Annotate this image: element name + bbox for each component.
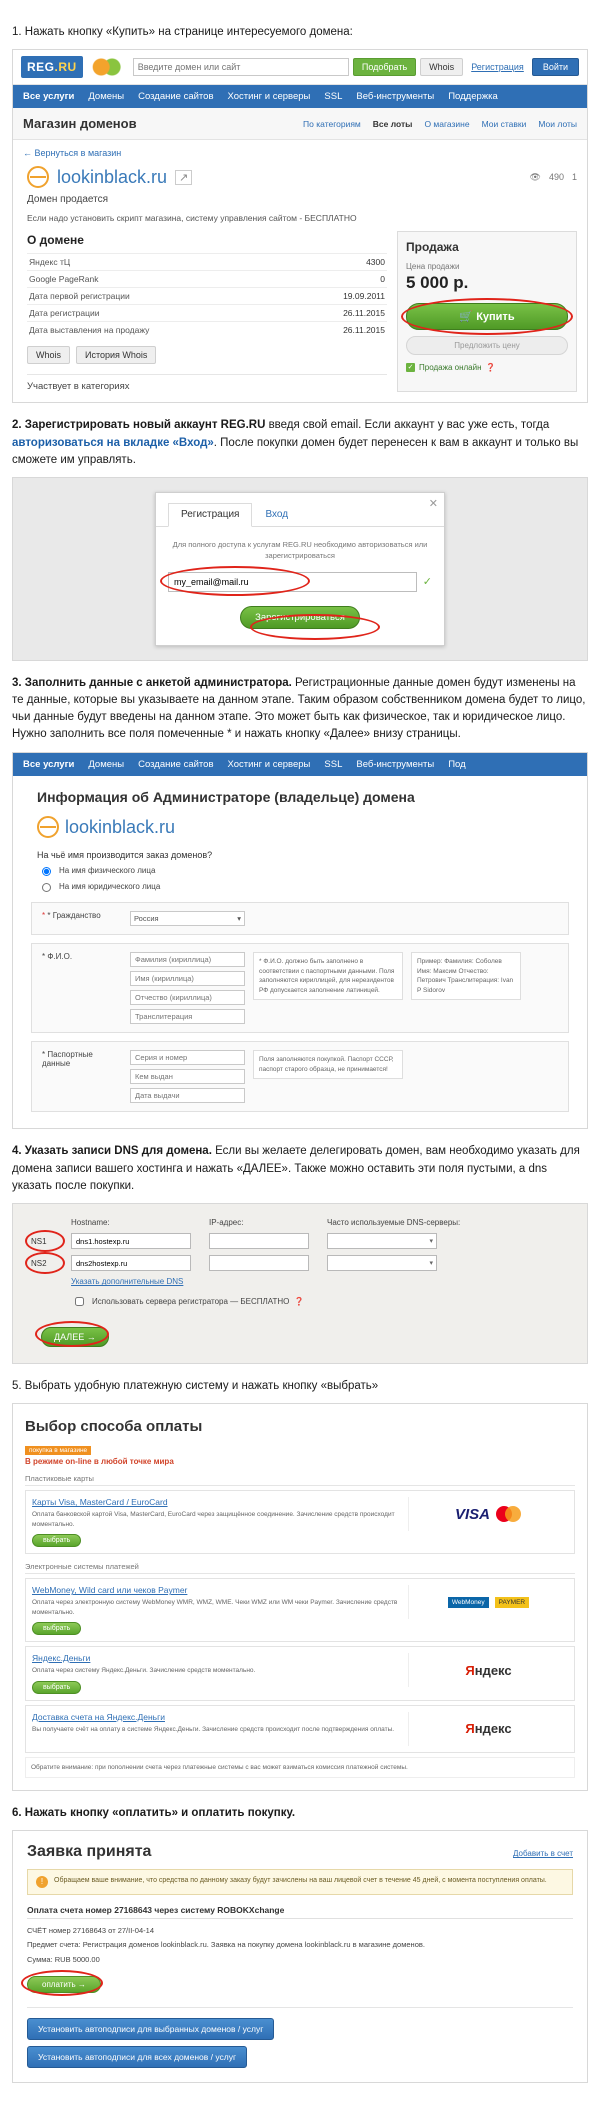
registrar-dns-label: Использовать сервера регистратора — БЕСПЛАТНО [92, 1297, 290, 1307]
step-5-text: 5. Выбрать удобную платежную систему и нажать кнопку «выбрать» [12, 1380, 379, 1393]
domain-stats [530, 172, 577, 183]
nav-item-sites[interactable]: Создание сайтов [138, 91, 214, 103]
fio-fieldset [31, 943, 569, 1033]
select-payment-button[interactable]: выбрать [32, 1681, 81, 1694]
translit-field[interactable] [130, 1009, 245, 1024]
step-4-text [12, 1143, 588, 1195]
prop-value: 19.09.2011 [290, 288, 387, 305]
dns-column-headers [23, 1218, 577, 1227]
payment-option-desc: Оплата через систему Яндекс.Деньги. Зачисление средств моментально. [32, 1667, 256, 1675]
price-value: 5 000 р. [406, 273, 469, 293]
buy-button-wrapper [406, 303, 568, 330]
submit-wrapper [168, 606, 432, 629]
online-sale-status [406, 363, 568, 372]
mastercard-icon [496, 1506, 522, 1522]
nav-item-ssl[interactable]: SSL [324, 91, 343, 103]
passport-row [42, 1050, 558, 1103]
step-1-text: 1. Нажать кнопку «Купить» на странице интересуемого домена: [12, 26, 353, 38]
payment-option-info [32, 1653, 398, 1693]
radio-legal[interactable] [13, 878, 587, 894]
citizenship-label: * * Гражданство [42, 911, 101, 921]
page-title: Магазин доменов [23, 116, 137, 132]
tab-my-lots[interactable]: Мои лоты [538, 118, 577, 129]
registration-modal-screenshot [12, 477, 588, 661]
citizenship-row [42, 911, 558, 926]
dns-row-1 [23, 1233, 577, 1249]
online-sale-label: Продажа онлайн [419, 363, 482, 373]
step-2-part-b: введя свой email. Если аккаунт у вас уже есть, тогда [265, 419, 550, 432]
select-payment-button[interactable]: выбрать [32, 1534, 81, 1547]
back-to-shop-link[interactable]: ← Вернуться в магазин [23, 148, 122, 159]
nav-item-domains[interactable]: Домены [88, 758, 125, 770]
about-title: О домене [27, 233, 84, 248]
payment-option-name[interactable]: Карты Visa, MasterCard / EuroCard [32, 1497, 168, 1508]
about-column [27, 231, 387, 392]
pay-button-wrapper [27, 1968, 101, 1997]
ns2-common-select[interactable] [327, 1255, 437, 1271]
shop-tabs [303, 119, 577, 129]
payment-option-yandex-invoice[interactable] [25, 1705, 575, 1753]
globe-icon [27, 166, 49, 188]
whois-button-2[interactable]: Whois [27, 346, 70, 364]
firstname-field[interactable] [130, 971, 245, 986]
pick-button[interactable]: Подобрать [353, 58, 416, 76]
payment-option-logos [408, 1497, 568, 1531]
registrar-dns-checkbox[interactable] [75, 1297, 84, 1306]
domain-sale-status: Домен продается [27, 194, 109, 206]
domain-body [13, 231, 587, 402]
citizenship-value: Россия [134, 914, 159, 924]
nav-item-tools[interactable]: Веб-инструменты [356, 758, 435, 770]
pay-button[interactable]: оплатить → [27, 1976, 101, 1993]
chevron-down-icon: ▾ [429, 1238, 433, 1246]
chevron-down-icon: ▾ [429, 1260, 433, 1268]
tab-about[interactable]: О магазине [424, 118, 470, 129]
next-button[interactable]: ДАЛЕЕ → [41, 1327, 109, 1347]
passport-series-field[interactable] [130, 1050, 245, 1065]
fio-inputs [130, 952, 245, 1024]
sale-panel-title: Продажа [406, 240, 459, 255]
yandex-icon: Яндекс [465, 1662, 512, 1678]
prop-key: Дата выставления на продажу [27, 322, 290, 339]
autopay-all-button[interactable]: Установить автоподписи для всех доменов / услуг [27, 2046, 247, 2068]
ns1-ip-input[interactable] [209, 1233, 309, 1249]
dns-col-ip: IP-адрес: [209, 1218, 244, 1228]
payment-screenshot [12, 1403, 588, 1791]
fio-label: * Ф.И.О. [42, 952, 73, 962]
step-2-text [12, 417, 588, 469]
dns-screenshot [12, 1203, 588, 1364]
help-icon[interactable]: ❓ [294, 1297, 305, 1307]
webmoney-icon: WebMoney [448, 1597, 489, 1608]
invoice-top [27, 1843, 573, 1861]
citizenship-fieldset [31, 902, 569, 935]
ns1-label: NS1 [31, 1236, 47, 1246]
payment-option-info [32, 1585, 398, 1635]
nav-item-sites[interactable]: Создание сайтов [138, 758, 214, 770]
radio-individual-input[interactable] [42, 867, 51, 876]
buy-button[interactable]: 🛒 Купить [406, 303, 568, 330]
table-row [27, 322, 387, 339]
help-icon[interactable]: ❓ [485, 363, 496, 373]
step-3-part-b: Регистрационные данные домен будут изменены на те данные, которые вы указываете на данном этапе. Таким образом собственником домена будет то лицо, чьи данные будут введены на данном этапе. Это может быть как физическое, так и юридическое лицо. Нужно заполнить все поля помеченные * и нажать кнопку «Далее» внизу страницы. [12, 676, 586, 741]
visa-icon: VISA [454, 1505, 490, 1523]
payment-option-card[interactable] [25, 1490, 575, 1554]
passport-label: * Паспортные данные [42, 1050, 93, 1069]
nav-item-domains[interactable]: Домены [88, 91, 125, 103]
nav-item-hosting[interactable]: Хостинг и серверы [227, 758, 311, 770]
invoice-title: Заявка принята [27, 1843, 152, 1861]
select-payment-button[interactable]: выбрать [32, 1622, 81, 1635]
form-domain [13, 806, 587, 842]
email-row [168, 572, 432, 592]
domain-name: lookinblack.ru [65, 816, 176, 837]
ns2-ip-input[interactable] [209, 1255, 309, 1271]
email-field[interactable] [168, 572, 417, 592]
views-count: 490 [548, 172, 564, 183]
nav-item-all[interactable]: Все услуги [23, 91, 75, 103]
prop-value: 0 [290, 271, 387, 288]
dns-row-2 [23, 1255, 577, 1271]
divider [27, 2007, 573, 2008]
step-3-part-a: 3. Заполнить данные с анкетой администратора. [12, 676, 292, 689]
invoice-warning [27, 1869, 573, 1895]
ns2-hostname-input[interactable] [71, 1255, 191, 1271]
fio-hint-example: Пример: Фамилия: Соболев Имя: Максим Отчество: Петрович Транслитерация: Ivan P Sidorov [411, 952, 521, 1000]
fio-hint: * Ф.И.О. должно быть заполнено в соответствии с паспортными данными. Поля заполняются кириллицей, для нерезидентов РФ допускается заполнение латиницей. [253, 952, 403, 1000]
nav-item-tools[interactable]: Веб-инструменты [356, 91, 435, 103]
prop-key: Google PageRank [27, 271, 290, 288]
prop-value: 26.11.2015 [290, 322, 387, 339]
add-more-dns-link[interactable]: Указать дополнительные DNS [71, 1277, 184, 1287]
whois-buttons [27, 346, 387, 364]
categories-label: Участвует в категориях [27, 374, 387, 392]
domain-properties-table [27, 253, 387, 338]
sale-panel [397, 231, 577, 392]
passport-inputs [130, 1050, 245, 1103]
tab-registration[interactable]: Регистрация [168, 503, 252, 527]
whois-button[interactable]: Whois [420, 58, 463, 76]
table-row [27, 271, 387, 288]
yandex-icon: Яндекс [465, 1721, 512, 1736]
modal-tabs [156, 493, 444, 527]
ns1-hostname-input[interactable] [71, 1233, 191, 1249]
ns1-common-select[interactable] [327, 1233, 437, 1249]
step-2-part-a: 2. Зарегистрировать новый аккаунт REG.RU [12, 419, 266, 432]
form-question: На чьё имя производится заказ доменов? [37, 850, 213, 861]
domain-header [13, 166, 587, 192]
nav-item-hosting[interactable]: Хостинг и серверы [227, 91, 311, 103]
main-nav [13, 85, 587, 108]
header-links [471, 58, 579, 76]
prop-value: 4300 [290, 254, 387, 271]
admin-form-screenshot [12, 752, 588, 1130]
step-2-part-d: . После покупки домен будет перенесен к вам в аккаунт и только вы сможете им управлять. [12, 436, 579, 466]
search-input[interactable] [133, 58, 349, 76]
prop-key: Дата регистрации [27, 305, 290, 322]
payment-category-cards: Пластиковые карты [25, 1474, 575, 1486]
domain-note: Если надо установить скрипт магазина, систему управления сайтом - БЕСПЛАТНО [27, 213, 357, 224]
payment-title: Выбор способа оплаты [25, 1418, 203, 1436]
payment-footnote: Обратите внимание: при пополнении счета через платежные системы с вас может взиматься комиссия платежной системы. [25, 1757, 575, 1778]
tab-my-bids[interactable]: Мои ставки [481, 118, 527, 129]
step-6-text: 6. Нажать кнопку «оплатить» и оплатить покупку. [12, 1806, 296, 1819]
dns-col-common: Часто используемые DNS-серверы: [327, 1218, 461, 1228]
external-link-icon[interactable]: ↗ [175, 170, 192, 185]
tab-all-lots[interactable]: Все лоты [372, 118, 413, 129]
payment-option-info [32, 1497, 398, 1547]
passport-date-field[interactable] [130, 1088, 245, 1103]
modal-note: Для полного доступа к услугам REG.RU необходимо авторизоваться или зарегистрироваться [172, 540, 428, 561]
radio-legal-input[interactable] [42, 883, 51, 892]
ns2-label: NS2 [31, 1258, 47, 1268]
payment-option-info [32, 1712, 398, 1734]
payment-option-logos [408, 1585, 568, 1619]
add-to-invoice-link[interactable]: Добавить в счет [513, 1849, 573, 1859]
register-link[interactable]: Регистрация [471, 62, 524, 73]
lastname-field[interactable] [130, 952, 245, 967]
payment-option-webmoney[interactable] [25, 1578, 575, 1642]
nav-item-support[interactable]: Поддержка [448, 91, 498, 103]
prop-key: Яндекс тЦ [27, 254, 290, 271]
payment-option-name[interactable]: Яндекс.Деньги [32, 1653, 91, 1664]
price-label: Цена продажи [406, 262, 460, 272]
invoice-subject: Предмет счета: Регистрация доменов lookinblack.ru. Заявка на покупку домена lookinblack.ru в магазине доменов. [27, 1940, 425, 1950]
domain-search [133, 58, 464, 76]
radio-individual[interactable] [13, 862, 587, 878]
payment-option-logos [408, 1712, 568, 1746]
payment-option-desc: Вы получаете счёт на оплату в системе Яндекс.Деньги. Зачисление средств происходит после подтверждения оплаты. [32, 1725, 395, 1733]
fio-row [42, 952, 558, 1024]
passport-hint: Поля заполняются покупкой. Паспорт СССР, паспорт старого образца, не принимается! [253, 1050, 403, 1079]
payment-option-desc: Оплата через электронную систему WebMoney WMR, WMZ, WME. Чеки WMZ или WM чеки Paymer. Зачисление средств моментально. [32, 1599, 398, 1616]
login-button[interactable]: Войти [532, 58, 579, 76]
step-4-part-b: Если вы желаете делегировать домен, вам необходимо указать для домена записи вашего хостинга и нажать «ДАЛЕЕ». Также можно оставить эти поля пустыми, а dns указать после покупки. [12, 1145, 580, 1192]
invoice-section-title: Оплата счета номер 27168643 через систему ROBOKXchange [27, 1905, 573, 1919]
nav-item-ssl[interactable]: SSL [324, 758, 343, 770]
passport-fieldset [31, 1041, 569, 1112]
passport-issuer-field[interactable] [130, 1069, 245, 1084]
tab-by-category[interactable]: По категориям [303, 118, 361, 129]
nav-item-all[interactable]: Все услуги [23, 758, 75, 770]
payment-subtitle: В режиме on-line в любой точке мира [25, 1457, 174, 1467]
middlename-field[interactable] [130, 990, 245, 1005]
invoice-amount: Сумма: RUB 5000.00 [27, 1954, 100, 1964]
admin-form-nav [13, 753, 587, 776]
paymer-icon: PAYMER [495, 1597, 530, 1608]
chevron-down-icon: ▾ [237, 914, 241, 924]
payment-option-yandex[interactable] [25, 1646, 575, 1700]
payment-option-logos [408, 1653, 568, 1687]
check-icon: ✓ [422, 576, 432, 588]
globe-icon [37, 816, 59, 838]
offer-price-button[interactable]: Предложить цену [406, 336, 568, 355]
table-row [27, 305, 387, 322]
tab-login[interactable]: Вход [265, 509, 289, 520]
eye-icon: 👁 [529, 171, 541, 182]
close-icon[interactable]: ✕ [428, 498, 438, 510]
payment-option-desc: Оплата банковской картой Visa, MasterCard, EuroCard через защищённое соединение. Зачисление средств происходит моментально. [32, 1511, 395, 1528]
invoice-number: СЧЁТ номер 27168643 от 27/II-04-14 [27, 1926, 154, 1936]
invoice-screenshot [12, 1830, 588, 2083]
dns-col-hostname: Hostname: [71, 1218, 110, 1228]
check-icon: ✓ [407, 364, 414, 372]
regru-logo: REG.RU [21, 56, 83, 78]
invoice-warning-text: Обращаем ваше внимание, что средства по данному заказу будут зачислены на ваш лицевой счет в течение 45 дней, с момента поступления оплаты. [54, 1877, 547, 1885]
step-2-part-c: авторизоваться на вкладке «Вход» [12, 436, 214, 449]
citizenship-select[interactable] [130, 911, 245, 926]
shop-badge: покупка в магазине [25, 1446, 91, 1455]
step-3-text [12, 675, 588, 744]
bids-count: 1 [571, 172, 577, 183]
radio-individual-label: На имя физического лица [59, 865, 156, 875]
form-title: Информация об Администраторе (владельце) домена [37, 788, 415, 805]
next-button-wrapper [23, 1309, 109, 1353]
registrar-dns-checkbox-row[interactable] [23, 1294, 577, 1309]
mascot-icon [91, 56, 125, 78]
payment-option-name[interactable]: WebMoney, Wild card или чеков Paymer [32, 1585, 188, 1596]
register-submit-button[interactable]: Зарегистрироваться [240, 606, 360, 629]
payment-category-emoney: Электронные системы платежей [25, 1562, 575, 1574]
radio-legal-label: На имя юридического лица [59, 881, 161, 891]
modal-body [156, 527, 444, 645]
domain-name: lookinblack.ru [57, 166, 168, 187]
regru-screenshot [12, 49, 588, 403]
whois-history-button[interactable]: История Whois [76, 346, 156, 364]
regru-header [13, 50, 587, 85]
shop-title-bar [13, 108, 587, 140]
prop-key: Дата первой регистрации [27, 288, 290, 305]
step-4-part-a: 4. Указать записи DNS для домена. [12, 1145, 212, 1158]
table-row [27, 254, 387, 271]
nav-item-support[interactable]: Под [448, 758, 466, 770]
warning-icon: ! [36, 1876, 48, 1888]
registration-modal [155, 492, 445, 646]
table-row [27, 288, 387, 305]
payment-option-name[interactable]: Доставка счета на Яндекс.Деньги [32, 1711, 165, 1722]
prop-value: 26.11.2015 [290, 305, 387, 322]
autopay-selected-button[interactable]: Установить автоподписи для выбранных доменов / услуг [27, 2018, 274, 2040]
